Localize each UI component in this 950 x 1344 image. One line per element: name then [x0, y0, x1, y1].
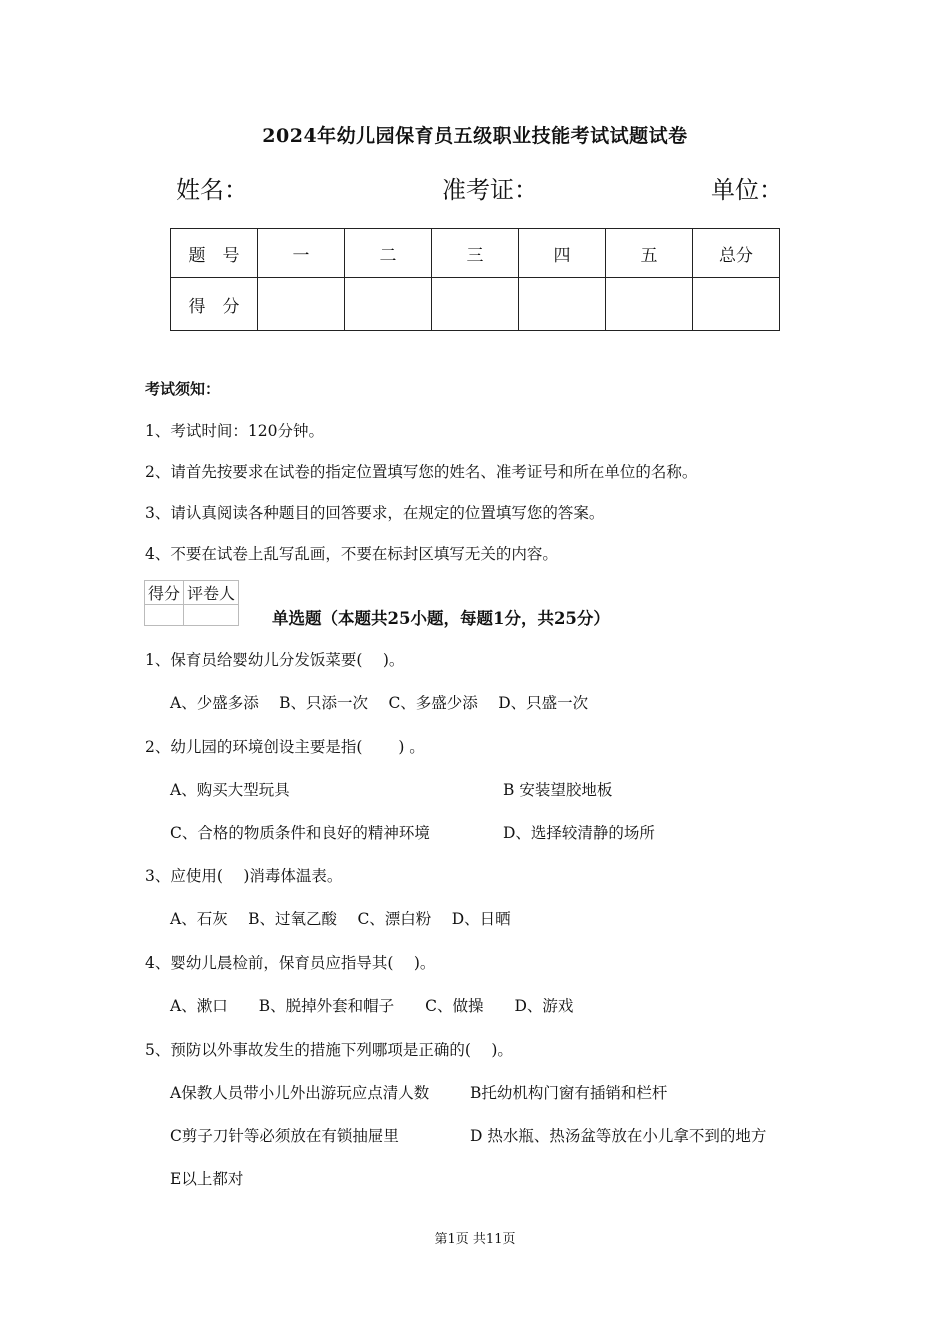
question-option: D、选择较清静的场所 — [503, 824, 655, 842]
question-stem: 5、预防以外事故发生的措施下列哪项是正确的( )。 — [145, 1041, 513, 1059]
section-title: 单选题（本题共25小题，每题1分，共25分） — [272, 609, 610, 628]
grader-name-cell — [184, 605, 239, 626]
score-cell — [606, 278, 693, 331]
column-header: 五 — [606, 229, 693, 278]
question-stem: 4、婴幼儿晨检前，保育员应指导其( )。 — [145, 954, 436, 972]
grader-name-label: 评卷人 — [184, 581, 239, 605]
question-option: C剪子刀针等必须放在有锁抽屉里 — [170, 1127, 399, 1145]
score-label: 得 分 — [171, 278, 258, 331]
grader-score-label: 得分 — [145, 581, 184, 605]
page-footer: 第1页 共11页 — [434, 1232, 516, 1247]
score-cell — [519, 278, 606, 331]
question-option: D 热水瓶、热汤盆等放在小儿拿不到的地方 — [470, 1127, 767, 1145]
notice-item: 4、不要在试卷上乱写乱画，不要在标封区填写无关的内容。 — [145, 545, 558, 563]
column-header: 四 — [519, 229, 606, 278]
score-cell — [432, 278, 519, 331]
question-option: B托幼机构门窗有插销和栏杆 — [470, 1084, 668, 1102]
notice-title: 考试须知： — [145, 380, 221, 398]
question-options: A、漱口 B、脱掉外套和帽子 C、做操 D、游戏 — [170, 997, 574, 1015]
page-title: 2024年幼儿园保育员五级职业技能考试试题试卷 — [262, 125, 688, 147]
notice-item: 3、请认真阅读各种题目的回答要求，在规定的位置填写您的答案。 — [145, 504, 605, 522]
candidate-fields — [0, 170, 950, 204]
question-option: C、合格的物质条件和良好的精神环境 — [170, 824, 430, 842]
score-cell — [258, 278, 345, 331]
grader-box — [144, 580, 239, 626]
name-field-label: 姓名： — [176, 176, 248, 204]
unit-field-label: 单位： — [711, 176, 783, 204]
question-option: A保教人员带小儿外出游玩应点清人数 — [170, 1084, 430, 1102]
question-stem: 3、应使用( )消毒体温表。 — [145, 867, 343, 885]
column-header: 一 — [258, 229, 345, 278]
exam-number-field-label: 准考证： — [442, 176, 538, 204]
notice-item: 1、考试时间：120分钟。 — [145, 422, 324, 440]
question-options: A、石灰 B、过氧乙酸 C、漂白粉 D、日晒 — [170, 910, 511, 928]
score-cell — [693, 278, 780, 331]
score-table-score-row — [171, 278, 780, 331]
question-option: B 安装望胶地板 — [503, 781, 613, 799]
score-table — [170, 228, 780, 331]
notice-item: 2、请首先按要求在试卷的指定位置填写您的姓名、准考证号和所在单位的名称。 — [145, 463, 698, 481]
score-table-header-row — [171, 229, 780, 278]
grader-score-cell — [145, 605, 184, 626]
column-header: 三 — [432, 229, 519, 278]
question-options: A、少盛多添 B、只添一次 C、多盛少添 D、只盛一次 — [170, 694, 589, 712]
column-header: 二 — [345, 229, 432, 278]
question-stem: 1、保育员给婴幼儿分发饭菜要( )。 — [145, 651, 405, 669]
score-cell — [345, 278, 432, 331]
question-stem: 2、幼儿园的环境创设主要是指( ) 。 — [145, 738, 425, 756]
question-number-label: 题 号 — [171, 229, 258, 278]
question-option: A、购买大型玩具 — [170, 781, 290, 799]
question-option: E以上都对 — [170, 1170, 244, 1188]
column-header: 总分 — [693, 229, 780, 278]
